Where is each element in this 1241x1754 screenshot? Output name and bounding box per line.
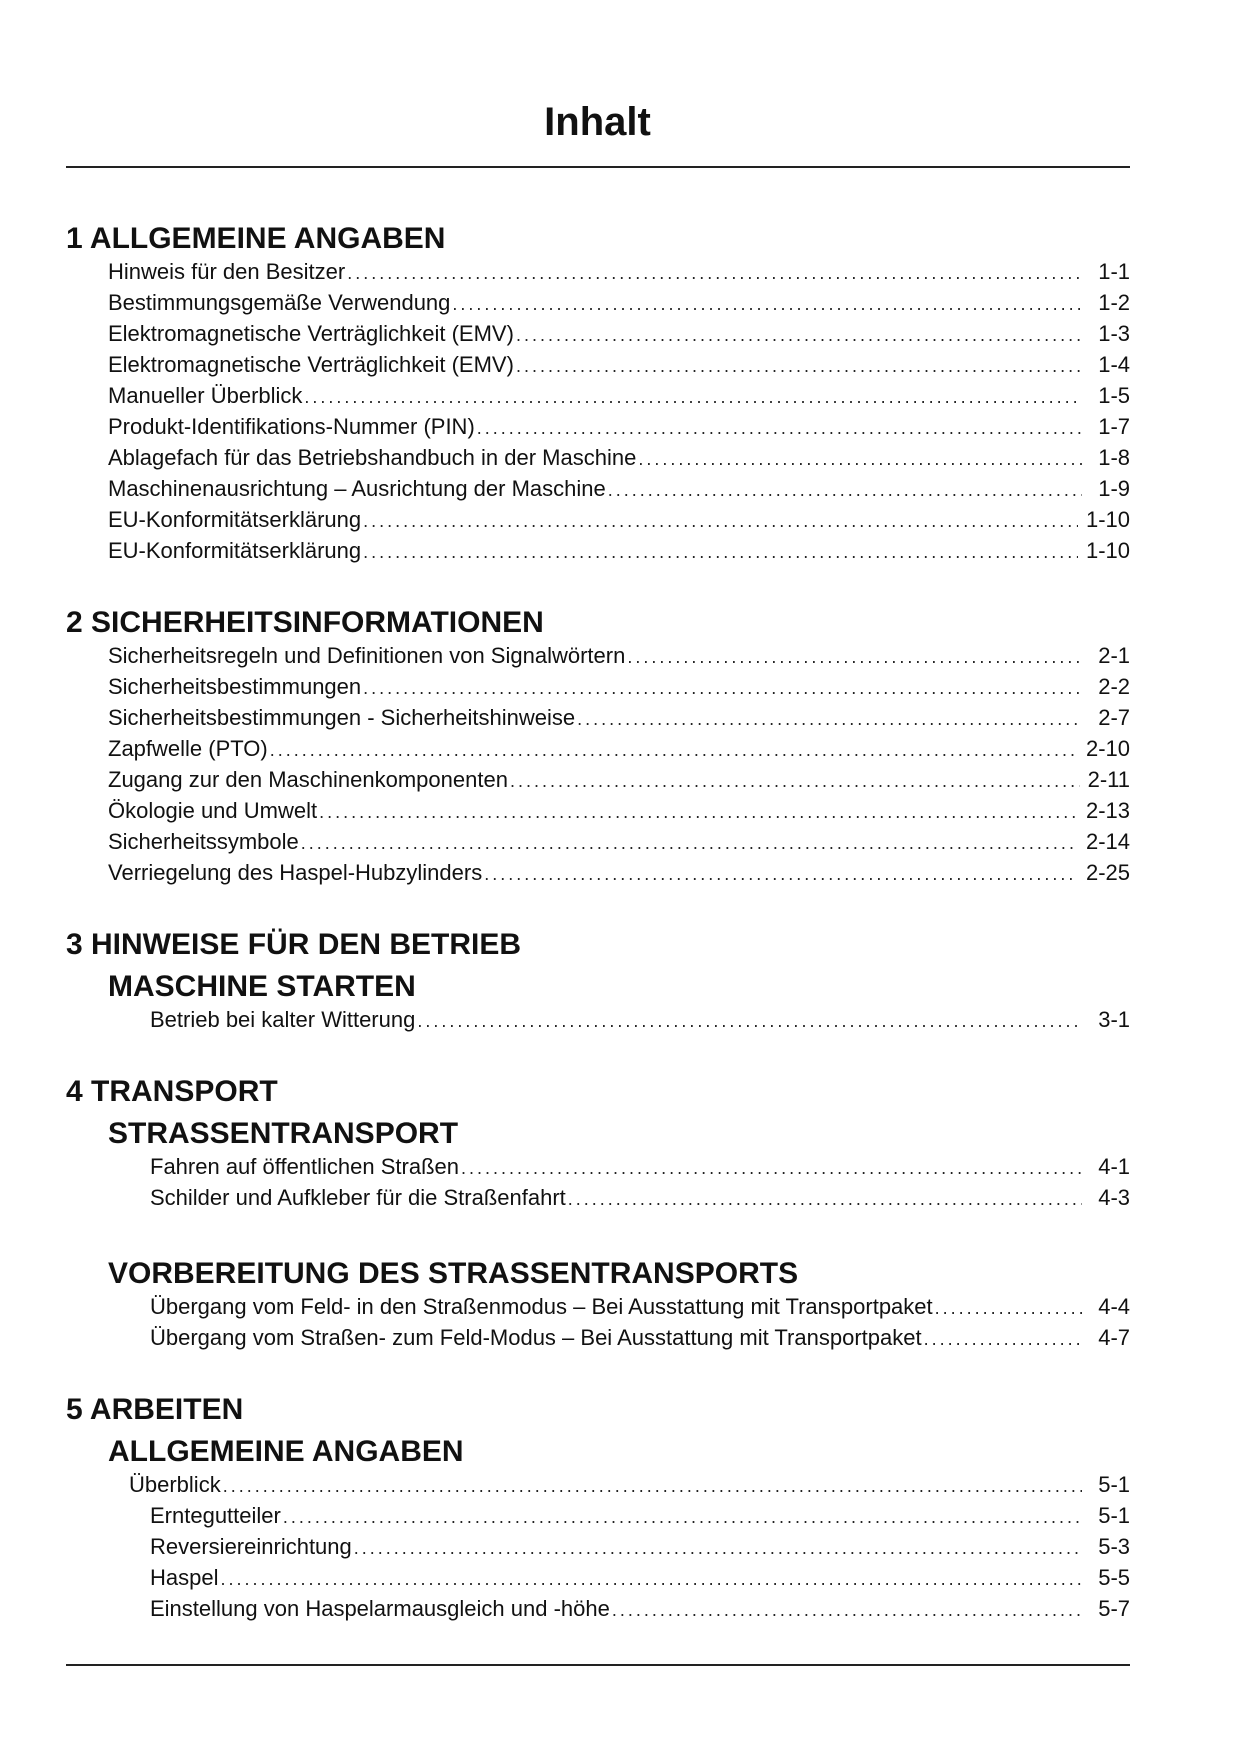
toc-entry-label: Sicherheitsbestimmungen - Sicherheitshinweise xyxy=(108,705,576,730)
toc-entry-page: 1-10 xyxy=(1085,538,1130,563)
toc-entry-label: Reversiereinrichtung xyxy=(150,1534,352,1559)
toc-entry-label: Manueller Überblick xyxy=(108,383,303,408)
toc-entry-page: 1-10 xyxy=(1085,507,1130,532)
section-heading: STRASSENTRANSPORT xyxy=(108,1117,459,1150)
toc-entry-page: 4-3 xyxy=(1098,1185,1130,1210)
toc-entry-label: Hinweis für den Besitzer xyxy=(108,259,346,284)
toc-entry-label: Elektromagnetische Verträglichkeit (EMV) xyxy=(108,352,514,377)
table-of-contents xyxy=(66,222,1130,1624)
toc-entry-page: 2-1 xyxy=(1098,643,1130,668)
leader-dots xyxy=(270,735,1078,766)
toc-entry[interactable] xyxy=(66,504,1130,535)
section-entries xyxy=(66,1291,1130,1353)
toc-entry-label: Übergang vom Feld- in den Straßenmodus – Bei Ausstattung mit Transportpaket xyxy=(150,1294,933,1319)
toc-entry-page: 1-4 xyxy=(1098,352,1130,377)
leader-dots xyxy=(363,506,1078,537)
toc-entry-label: Sicherheitsregeln und Definitionen von Signalwörtern xyxy=(108,643,626,668)
toc-entry[interactable] xyxy=(66,1151,1130,1182)
leader-dots xyxy=(935,1293,1082,1324)
leader-dots xyxy=(627,642,1082,673)
leader-dots xyxy=(568,1184,1082,1215)
leader-dots xyxy=(608,475,1082,506)
section-heading: MASCHINE STARTEN xyxy=(108,970,416,1003)
leader-dots xyxy=(484,859,1078,890)
leader-dots xyxy=(354,1533,1082,1564)
toc-entry-page: 1-5 xyxy=(1098,383,1130,408)
toc-entry-page: 2-25 xyxy=(1085,860,1130,885)
toc-entry-label: Maschinenausrichtung – Ausrichtung der Maschine xyxy=(108,476,606,501)
toc-entry[interactable] xyxy=(66,287,1130,318)
toc-entry[interactable] xyxy=(66,1562,1130,1593)
top-divider xyxy=(66,166,1130,168)
chapter-heading-5: 5 ARBEITEN xyxy=(66,1393,244,1426)
toc-entry-page: 1-3 xyxy=(1098,321,1130,346)
section-heading: ALLGEMEINE ANGABEN xyxy=(108,1435,464,1468)
toc-entry-page: 1-1 xyxy=(1098,259,1130,284)
leader-dots xyxy=(347,258,1082,289)
leader-dots xyxy=(510,766,1080,797)
chapter-1-entries xyxy=(66,256,1130,566)
toc-entry-page: 1-8 xyxy=(1098,445,1130,470)
toc-entry[interactable] xyxy=(66,1469,1130,1500)
toc-entry[interactable] xyxy=(66,671,1130,702)
toc-entry-page: 2-2 xyxy=(1098,674,1130,699)
toc-entry[interactable] xyxy=(66,535,1130,566)
toc-entry-label: Ablagefach für das Betriebshandbuch in der Maschine xyxy=(108,445,637,470)
toc-entry-label: Überblick xyxy=(129,1472,221,1497)
toc-entry[interactable] xyxy=(66,764,1130,795)
toc-entry-label: EU-Konformitätserklärung xyxy=(108,538,362,563)
section-entries xyxy=(66,1151,1130,1213)
page-title: Inhalt xyxy=(544,100,651,144)
toc-entry-page: 4-7 xyxy=(1098,1325,1130,1350)
toc-entry-label: Produkt-Identifikations-Nummer (PIN) xyxy=(108,414,475,439)
toc-entry[interactable] xyxy=(66,795,1130,826)
toc-entry[interactable] xyxy=(66,733,1130,764)
leader-dots xyxy=(319,797,1078,828)
toc-entry-page: 1-9 xyxy=(1098,476,1130,501)
toc-entry-label: Fahren auf öffentlichen Straßen xyxy=(150,1154,460,1179)
chapter-heading-4: 4 TRANSPORT xyxy=(66,1075,278,1108)
toc-entry-label: Sicherheitssymbole xyxy=(108,829,299,854)
toc-entry-page: 4-4 xyxy=(1098,1294,1130,1319)
toc-entry[interactable] xyxy=(66,1004,1130,1035)
leader-dots xyxy=(363,673,1082,704)
toc-entry[interactable] xyxy=(66,318,1130,349)
toc-entry-label: Betrieb bei kalter Witterung xyxy=(150,1007,416,1032)
toc-entry[interactable] xyxy=(66,473,1130,504)
leader-dots xyxy=(638,444,1082,475)
toc-entry-label: Erntegutteiler xyxy=(150,1503,281,1528)
toc-entry[interactable] xyxy=(66,1291,1130,1322)
leader-dots xyxy=(301,828,1078,859)
section-entries xyxy=(66,1469,1130,1624)
leader-dots xyxy=(516,351,1082,382)
toc-entry-page: 5-7 xyxy=(1098,1596,1130,1621)
toc-entry[interactable] xyxy=(66,1531,1130,1562)
toc-entry-label: Übergang vom Straßen- zum Feld-Modus – Bei Ausstattung mit Transportpaket xyxy=(150,1325,922,1350)
leader-dots xyxy=(417,1006,1082,1037)
leader-dots xyxy=(223,1471,1082,1502)
toc-entry-page: 3-1 xyxy=(1098,1007,1130,1032)
toc-entry[interactable] xyxy=(66,1593,1130,1624)
toc-entry-page: 2-10 xyxy=(1085,736,1130,761)
toc-entry-label: Bestimmungsgemäße Verwendung xyxy=(108,290,451,315)
toc-entry[interactable] xyxy=(66,1182,1130,1213)
toc-entry-label: EU-Konformitätserklärung xyxy=(108,507,362,532)
toc-entry-page: 4-1 xyxy=(1098,1154,1130,1179)
leader-dots xyxy=(461,1153,1082,1184)
toc-entry-label: Einstellung von Haspelarmausgleich und -höhe xyxy=(150,1596,610,1621)
toc-entry-label: Ökologie und Umwelt xyxy=(108,798,318,823)
toc-entry-label: Haspel xyxy=(150,1565,219,1590)
toc-entry[interactable] xyxy=(66,380,1130,411)
toc-entry-label: Sicherheitsbestimmungen xyxy=(108,674,362,699)
leader-dots xyxy=(220,1564,1082,1595)
chapter-heading-3: 3 HINWEISE FÜR DEN BETRIEB xyxy=(66,928,522,961)
toc-entry-page: 2-11 xyxy=(1087,767,1130,792)
bottom-divider xyxy=(66,1664,1130,1666)
toc-entry-label: Verriegelung des Haspel-Hubzylinders xyxy=(108,860,483,885)
leader-dots xyxy=(452,289,1082,320)
toc-entry-page: 1-7 xyxy=(1098,414,1130,439)
chapter-2-entries xyxy=(66,640,1130,888)
leader-dots xyxy=(283,1502,1082,1533)
toc-entry[interactable] xyxy=(66,826,1130,857)
toc-entry[interactable] xyxy=(66,442,1130,473)
toc-entry[interactable] xyxy=(66,702,1130,733)
section-entries xyxy=(66,1004,1130,1035)
toc-entry-label: Schilder und Aufkleber für die Straßenfahrt xyxy=(150,1185,566,1210)
chapter-heading-2: 2 SICHERHEITSINFORMATIONEN xyxy=(66,606,544,639)
toc-entry[interactable] xyxy=(66,349,1130,380)
toc-entry-page: 2-7 xyxy=(1098,705,1130,730)
toc-entry-page: 2-13 xyxy=(1085,798,1130,823)
toc-entry[interactable] xyxy=(66,1500,1130,1531)
chapter-heading-1: 1 ALLGEMEINE ANGABEN xyxy=(66,222,446,255)
toc-entry-label: Elektromagnetische Verträglichkeit (EMV) xyxy=(108,321,514,346)
leader-dots xyxy=(612,1595,1082,1626)
toc-entry-page: 5-5 xyxy=(1098,1565,1130,1590)
toc-entry-page: 5-1 xyxy=(1098,1503,1130,1528)
toc-entry-page: 1-2 xyxy=(1098,290,1130,315)
toc-entry-page: 2-14 xyxy=(1085,829,1130,854)
toc-entry[interactable] xyxy=(66,1322,1130,1353)
leader-dots xyxy=(304,382,1082,413)
toc-entry-page: 5-3 xyxy=(1098,1534,1130,1559)
toc-entry[interactable] xyxy=(66,411,1130,442)
leader-dots xyxy=(924,1324,1082,1355)
leader-dots xyxy=(577,704,1082,735)
leader-dots xyxy=(516,320,1082,351)
toc-entry-label: Zugang zur den Maschinenkomponenten xyxy=(108,767,508,792)
leader-dots xyxy=(477,413,1082,444)
toc-entry-label: Zapfwelle (PTO) xyxy=(108,736,268,761)
toc-entry[interactable] xyxy=(66,256,1130,287)
section-heading: VORBEREITUNG DES STRASSENTRANSPORTS xyxy=(108,1257,799,1290)
leader-dots xyxy=(363,537,1078,568)
toc-entry[interactable] xyxy=(66,640,1130,671)
toc-entry-page: 5-1 xyxy=(1098,1472,1130,1497)
toc-entry[interactable] xyxy=(66,857,1130,888)
